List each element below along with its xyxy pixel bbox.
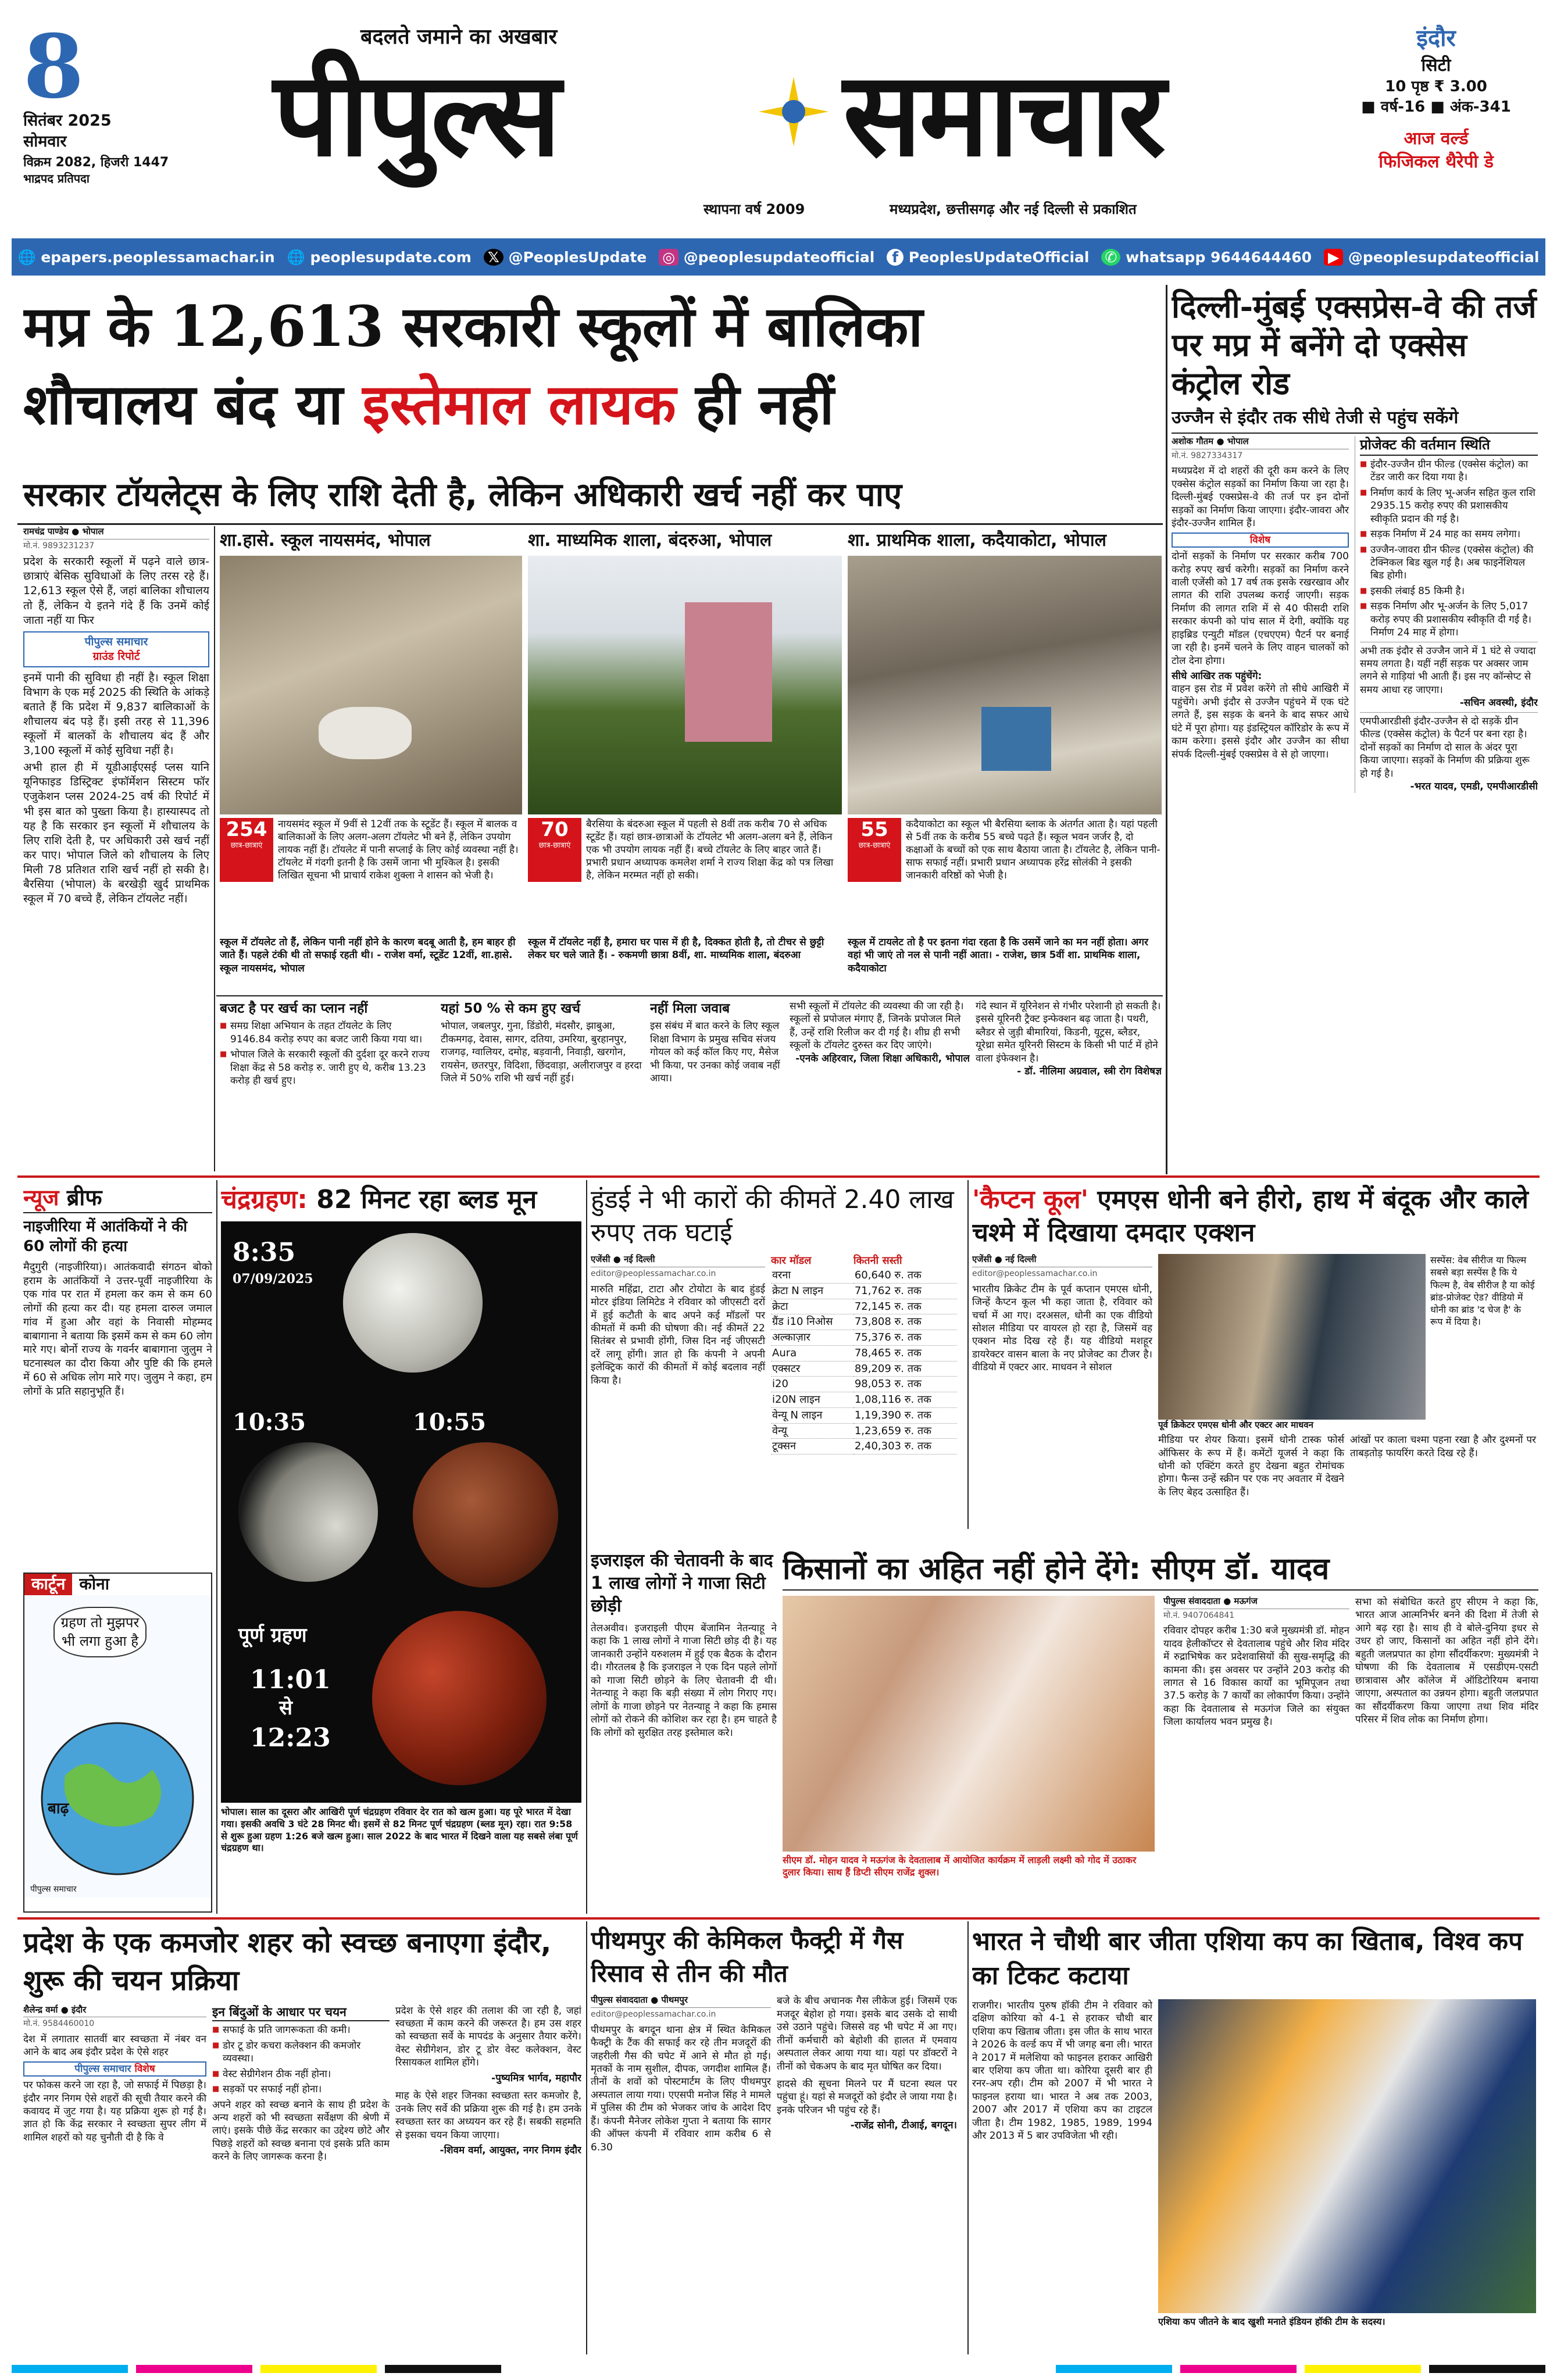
moon-full [343,1233,483,1373]
status-title: प्रोजेक्ट की वर्तमान स्थिति [1360,436,1538,456]
price-cut: 89,209 रु. तक [854,1362,922,1375]
table-row [771,1314,957,1330]
gas-byline: पीपुल्स संवाददाता ● पीथमपुर [591,1995,771,2008]
lead-body-1: प्रदेश के सरकारी स्कूलों में पढ़ने वाले छात्र-छात्राएं बेसिक सुविधाओं के लिए तरस रहे हैं। 12,613 स्कूल ऐसे हैं, जहां बालिका शौचालय तो हैं, लेकिन ये इतने गंदे हैं कि उनमें कोई जाता नहीं या फिर [23,555,209,627]
moon-red [413,1442,558,1588]
yadav-story [783,1549,1538,1913]
budget-title: बजट है पर खर्च का प्लान नहीं [220,1001,368,1016]
gas-quote: हादसे की सूचना मिलने पर मैं घटना स्थल पर पहुंचा हूं। यहां से मजदूरों को इंदौर ले जाया गया है। इनके परिजन भी पहुंच रहे हैं। [777,2078,957,2116]
car-model: क्रेटा N लाइन [772,1284,824,1297]
facebook-icon: f [887,249,904,266]
lead-mobile: मो.नं. 9893231237 [23,541,95,551]
car-model: क्रेटा [772,1300,788,1313]
car-model: एक्सटर [772,1362,801,1375]
table-header: कार मॉडल [771,1255,812,1267]
lead-byline: रामचंद्र पाण्डेय ● भोपाल [23,526,209,539]
indore-headline: प्रदेश के एक कमजोर शहर को स्वच्छ बनाएगा इंदौर, शुरू की चयन प्रक्रिया [23,1927,552,1997]
gas-quote-by: -राजेंद्र सोनी, टीआई, बगदून। [850,2120,957,2132]
table-row [771,1392,957,1408]
student-count-label: छात्र-छात्राएं [230,841,263,850]
expressway-body-1: मध्यप्रदेश में दो शहरों की दूरी कम करने के लिए एक्सेस कंट्रोल सड़कों का निर्माण किया जा रहा है। दिल्ली-मुंबई एक्सप्रेस-वे की तर्ज पर इन दोनों सड़कों का निर्माण किया जाएगा। इंदौर-जावरा और इंदौर-उज्जैन शामिल हैं। [1172,465,1349,530]
date-block [23,23,198,233]
social-item[interactable]: 🌐 epapers.peoplessamachar.in [17,248,275,266]
gas-leak-story [591,1924,963,2354]
full-eclipse-start: 11:01 [250,1665,331,1695]
price-cut: 1,08,116 रु. तक [854,1393,931,1406]
moon-partial [238,1442,378,1582]
student-quote-1: स्कूल में टॉयलेट तो हैं, लेकिन पानी नहीं होने के कारण बदबू आती है, हम बाहर ही जाते हैं। पहले टंकी थी तो सफाई रहती थी। - राजेश वर्मा, स्टूडेंट 12वीं, शा.हासे. स्कूल नायसमंद, भोपाल [220,937,516,974]
table-row [771,1268,957,1283]
officer-quote-text: सभी स्कूलों में टॉयलेट की व्यवस्था की जा रही है। स्कूलों से प्रपोजल मंगाए हैं, जिनके प्रपोजल मिले हैं, उन्हें राशि रिलीज कर दी गई है। शीघ्र ही सभी स्कूलों के टॉयलेट दुरुस्त कर दिए जाएंगे। [790,1000,964,1052]
lead-headline-2: शौचालय बंद या इस्तेमाल लायक ही नहीं [23,371,834,438]
eclipse-caption: भोपाल। साल का दूसरा और आखिरी पूर्ण चंद्रग्रहण रविवार देर रात को खत्म हुआ। यह पूरे भारत में देखा गया। इसकी अवधि 3 घंटे 28 मिनट थी। इसमें से 82 मिनट पूर्ण चंद्रग्रहण (ब्लड मून) रहा। रात 9:58 से शुरू हुआ ग्रहण 1:26 बजे खत्म हुआ। साल 2022 के बाद भारत में दिखने वाला यह सबसे लंबा पूर्ण चंद्रग्रहण था। [221,1806,578,1854]
fifty-box [441,1000,644,1168]
photo-title: शा. प्राथमिक शाला, कदैयाकोटा, भोपाल [848,530,1107,551]
dhoni-photo [1158,1254,1426,1420]
vikram-date: विक्रम 2082, हिजरी 1447 [23,155,169,170]
status-item: ■ निर्माण कार्य के लिए भू-अर्जन सहित कुल राशि 2935.15 करोड़ रुपए की प्रशासकीय स्वीकृति प्रदान की गई है। [1360,487,1538,526]
table-row [771,1423,957,1439]
hockey-body: राजगीर। भारतीय पुरुष हॉकी टीम ने रविवार को दक्षिण कोरिया को 4-1 से हराकर चौथी बार एशिया कप खिताब जीता। इस जीत के साथ भारत ने 2026 के वर्ल्ड कप में भी जगह बना ली। भारत ने 2017 में मलेशिया को फाइनल हराकर आखिरी बार एशिया कप जीता था। कोरिया दूसरी बार ही रनर-अप रही। टीम को 2007 में भी भारत ने फाइनल हराया था। भारत ने अब तक 2003, 2007 और 2017 में एशिया कप का टाइटल जीता है। टीम 1982, 1985, 1989, 1994 और 2013 में 5 बार उपविजेता भी रही। [972,1999,1152,2142]
car-model: i20N लाइन [772,1393,820,1406]
expressway-headline: दिल्ली-मुंबई एक्सप्रेस-वे की तर्ज पर मप्र में बनेंगे दो एक्सेस कंट्रोल रोड [1172,288,1537,402]
school-photo-3 [848,529,1162,959]
status-item: ■ इंदौर-उज्जैन ग्रीन फील्ड (एक्सेस कंट्रोल) का टेंडर जारी कर दिया गया है। [1360,458,1538,484]
gas-body-2: बजे के बीच अचानक गैस लीकेज हुई। जिसमें एक मजदूर बेहोश हो गया। इसके बाद उसके दो साथी उसे उठाने पहुंचे। जिससे वह भी चपेट में आ गए। तीनों कर्मचारी को बेहोशी की हालत में एमवाय अस्पताल लेकर आया गया था। यहां पर डॉक्टरों ने तीनों को चेकअप के बाद मृत घोषित कर दिया। [777,1995,957,2072]
eclipse-photo-panel [221,1221,581,1803]
car-model: Aura [772,1346,797,1359]
cartoon-title-b: कोना [79,1574,109,1593]
photo-title: शा.हासे. स्कूल नायसमंद, भोपाल [220,530,431,551]
cartoon-label: बाढ़ [48,1799,69,1817]
budget-box [220,1000,435,1168]
points-title: इन बिंदुओं के आधार पर चयन [212,2004,390,2022]
indore-story [23,1924,581,2354]
logo-left: पीपुल्स [273,46,559,183]
gas-body-1: पीथमपुर के बगदून थाना क्षेत्र में स्थित केमिकल फैक्ट्री के टैंक की सफाई कर रहे तीन मजदूरों की जहरीली गैस की चपेट में आने से मौत हो गई। मृतकों के नाम सुशील, दीपक, जगदीश शामिल हैं। तीनों के शवों को पोस्टमार्टम के लिए पीथमपुर अस्पताल लाया गया। एएसपी मनोज सिंह ने मामले में पुलिस की टीम को भेजकर जांच के आदेश दिए हैं। कंपनी मैनेजर लोकेश गुप्ता ने बताया कि सागर की ऑफ्ल कंपनी में रविवार शाम करीब 6 से 6.30 [591,2024,771,2153]
gas-headline: पीथमपुर की केमिकल फैक्ट्री में गैस रिसाव से तीन की मौत [591,1926,904,1988]
student-count: 55 [860,817,888,841]
brief-title: न्यूज ब्रीफ [23,1183,212,1213]
paper-logo [273,48,1279,199]
car-model: i20 [772,1378,788,1391]
indore-quote-1-by: -पुष्यमित्र भार्गव, महापौर [491,2072,581,2084]
brand-box: पीपुल्स समाचार विशेष [23,2061,206,2077]
youtube-icon: ▶ [1324,249,1343,266]
hockey-headline: भारत ने चौथी बार जीता एशिया कप का खिताब, विश्व कप का टिकट कटाया [972,1927,1523,1991]
eclipse-story [221,1183,581,1913]
tagline: बदलते जमाने का अखबार [360,25,558,49]
dhoni-story [972,1183,1539,1532]
school-photo-2 [528,529,842,959]
israel-story [591,1549,777,1913]
ceiling-photo [848,556,1162,814]
yadav-photo [783,1596,1155,1852]
fifty-text: भोपाल, जबलपुर, गुना, डिंडोरी, मंदसौर, झाबुआ, टीकमगढ़, देवास, सागर, दतिया, उमरिया, बुरहानपुर, राजगढ़, ग्वालियर, दमोह, बड़वानी, निवाड़ी, खरगोन, रायसेन, छतरपुर, विदिशा, छिंदवाड़ा, अलीराजपुर व हरदा जिले में 50% राशि भी खर्च नहीं हुई। [441,1020,642,1085]
point-item: ■ सड़कों पर सफाई नहीं होना। [212,2083,390,2096]
expressway-body-2: दोनों सड़कों के निर्माण पर सरकार करीब 700 करोड़ रुपए खर्च करेगी। सड़कों का निर्माण करने वाली एजेंसी को 17 वर्ष तक इसके रखरखाव और लागत की राशि उपलब्ध कराई जाएगी। सड़क निर्माण की लागत राशि में से 40 फीसदी राशि सरकार कंपनी को पांच साल में देगी, क्योंकि यह हाइब्रिड एन्युटी मॉडल (एचएएम) पैटर्न पर बनाई जा रही है। इनमें चलने के लिए वाहन चालकों को टोल देना होगा। [1172,551,1349,667]
israel-headline: इजराइल की चेतावनी के बाद 1 लाख लोगों ने गाजा सिटी छोड़ी [591,1550,773,1616]
weekday: सोमवार [23,132,67,151]
price-cut: 71,762 रु. तक [854,1284,922,1297]
dhoni-body-3: आंखों पर काला चश्मा पहना रखा है और दुश्मनों पर ताबड़तोड़ फायरिंग करते दिख रहे हैं। [1350,1434,1536,1459]
yadav-text [1163,1596,1538,1731]
budget-item: ■ समग्र शिक्षा अभियान के तहत टॉयलेट के लिए 9146.84 करोड़ रुपए का बजट जारी किया गया था। [220,1020,435,1046]
hyundai-email: editor@peoplessamachar.co.in [591,1269,716,1279]
hyundai-byline: एजेंसी ● नई दिल्ली [591,1254,765,1267]
table-row [771,1377,957,1392]
price-cut: 73,808 रु. तक [854,1316,922,1328]
table-row [771,1361,957,1377]
point-item: ■ सफाई के प्रति जागरूकता की कमी। [212,2024,390,2036]
dhoni-headline: 'कैप्टन कूल' एमएस धोनी बने हीरो, हाथ में बंदूक और काले चश्मे में दिखाया दमदार एक्शन [972,1185,1529,1248]
price-cut: 1,23,659 रु. तक [854,1424,931,1437]
photo-caption: बैरसिया के बंदरुआ स्कूल में पहली से 8वीं तक करीब 70 से अधिक स्टूडेंट हैं। यहां छात्र-छात्राओं के टॉयलेट भी अलग-अलग बने हैं, लेकिन एक भी उपयोग लायक नहीं हैं। बच्चे टॉयलेट के लिए बाहर जाते हैं। प्रभारी प्रधान अध्यापक कमलेश शर्मा ने राज्य शिक्षा केंद्र को पत्र लिखा है, लेकिन मरम्मत नहीं हो सकी। [586,818,834,881]
table-header: कितनी सस्ती [853,1255,902,1267]
moon-blood [372,1611,547,1785]
toilet-photo [220,556,522,814]
car-model: ग्रैंड i10 निओस [772,1316,833,1328]
full-eclipse-label: पूर्ण ग्रहण [238,1624,307,1648]
indore-body-1: देश में लगातार सातवीं बार स्वच्छता में नंबर वन आने के बाद अब इंदौर प्रदेश के ऐसे शहर [23,2033,206,2059]
cartoon-title-a: कार्टून [24,1574,72,1595]
officer-quote [790,1000,970,1168]
lead-headline [23,288,1163,456]
car-model: टूक्सन [772,1440,796,1453]
date-day: 8 [23,23,84,118]
founded: स्थापना वर्ष 2009 [703,201,805,217]
fifty-title: यहां 50 % से कम हुए खर्च [441,1001,580,1016]
cartoon-credit: पीपुल्स समाचार [30,1885,77,1895]
price-cut: 72,145 रु. तक [854,1300,922,1313]
hyundai-story [591,1183,963,1509]
table-row [771,1330,957,1346]
social-item[interactable]: ◎ @peoplesupdateofficial [659,248,874,267]
photo-caption: कदैयाकोटा का स्कूल भी बैरसिया ब्लाक के अंतर्गत आता है। यहां पहली से 5वीं तक के करीब 55 बच्चे पढ़ते हैं। स्कूल भवन जर्जर है, दो कक्षाओं के बच्चों को एक साथ बैठाया जाता है। टॉयलेट है, लेकिन पानी-साफ सफाई नहीं। प्रभारी प्रधान अध्यापक हरेंद्र सोलंकी ने इसकी जानकारी वरिष्ठों को भेजी है। [906,818,1160,881]
gas-email: editor@peoplessamachar.co.in [591,2010,716,2020]
doctor-quote-text: गंदे स्थान में यूरिनेशन से गंभीर परेशानी हो सकती है। इससे यूरिनरी ट्रैक्ट इन्फेक्शन बढ़ जाता है। पथरी, ब्लैडर से जुड़ी बीमारियां, किडनी, यूट्रस, ब्लैडर, यूरेथ्रा समेत यूरिनरी सिस्टम के किसी भी पार्ट में होने वाला इंफेक्शन है। [976,1000,1161,1064]
car-model: अल्काज़ार [772,1331,810,1344]
indore-body-2: पर फोकस करने जा रहा है, जो सफाई में पिछड़ा है। इंदौर नगर निगम ऐसे शहरों की सूची तैयार करने की कवायद में जुट गया है। यह प्रक्रिया शुरू हो गई है। ज्ञात हो कि केंद्र सरकार ने स्वच्छता सुपर लीग में शामिल शहरों को यह चुनौती दी है कि वे [23,2079,206,2143]
lead-body-3: अभी हाल ही में यूडीआईएसई प्लस यानि यूनिफाइड डिस्ट्रिक्ट इंफॉर्मेशन सिस्टम फॉर एजुकेशन प्लस 2024-25 वर्ष की रिपोर्ट में भी इस बात को पुख्ता किया है। हास्यास्पद तो यह है कि सरकार इन स्कूलों में शौचालय के लिए राशि देती है, पर अधिकारी उसे खर्च नहीं कर पाए। भोपाल जिले को शौचालय के लिए मिली 78 प्रतिशत राशि खर्च नहीं हो सकी है। बैरसिया (भोपाल) के बरखेड़ी खुर्द प्राथमिक स्कूल में 70 बच्चे हैं, लेकिन टॉयलेट नहीं। [23,761,209,905]
lead-subheadline: सरकार टॉयलेट्स के लिए राशि देती है, लेकिन अधिकारी खर्च नहीं कर पाए [23,476,902,514]
brand-box [23,631,209,667]
school-photo-1 [220,529,522,959]
price-table [771,1254,957,1455]
eclipse-time-1: 8:35 [233,1238,296,1268]
brief-body: मैदुगुरी (नाइजीरिया)। आतंकवादी संगठन बोको हराम के आतंकियों ने उत्तर-पूर्वी नाइजीरिया के एक गांव पर रात में हमला कर कम से कम 60 लोगों की हत्या कर दी। यह हमला दारुल जमाल गांव में हुआ और वहां के निवासी मोहम्मद बाबागाना ने बताया कि इसमें कम से कम 60 लोग मारे गए। बोर्नो राज्य के गवर्नर बाबागाना जुलुम ने घटनास्थल का दौरा किया और पुष्टि की कि हमले में 60 से अधिक लोग मारे गए। जुलुम ने कहा, हम लोगों के प्रति सहानुभूति हैं। [23,1260,212,1398]
brief-headline: नाइजीरिया में आतंकियों ने की 60 लोगों की हत्या [23,1218,187,1256]
status-item: ■ सड़क निर्माण और भू-अर्जन के लिए 5,017 करोड़ रुपए की प्रशासकीय स्वीकृति दी गई है। निर्माण 24 माह में होगा। [1360,600,1538,639]
yadav-headline: किसानों का अहित नहीं होने देंगे: सीएम डॉ. यादव [783,1549,1538,1591]
student-count-label: छात्र-छात्राएं [538,841,571,850]
date-line: सितंबर 2025 [23,112,112,130]
published-in: मध्यप्रदेश, छत्तीसगढ़ और नई दिल्ली से प्रकाशित [890,201,1137,217]
edition-block [1337,23,1535,233]
expressway-body-3: वाहन इस रोड में प्रवेश करेंगे तो सीधे आखिरी में पहुंचेंगे। अभी इंदौर से उज्जैन पहुंचने में एक घंटे लगते हैं, इस सड़क के बनने के बाद सफर आधे घंटे में पूरा होगा। यह इंडस्ट्रियल कॉरिडोर के रूप में काम करेगा। इससे इंदौर और उज्जैन का सीधा संपर्क दिल्ली-मुंबई एक्सप्रेस वे से हो जाएगा। [1172,683,1349,760]
hyundai-headline: हुंडई ने भी कारों की कीमतें 2.40 लाख रुपए तक घटाई [591,1185,954,1248]
price-cut: 60,640 रु. तक [854,1269,922,1282]
indore-mobile: मो.नं. 9584460010 [23,2019,95,2029]
expressway-quote-2: एमपीआरडीसी इंदौर-उज्जैन से दो सड़कें ग्रीन फील्ड (एक्सेस कंट्रोल) के पैटर्न पर बना रहा है। दोनों सड़कों का निर्माण दो साल के अंदर पूरा किया जाएगा। सड़कों के निर्माण की प्रक्रिया शुरू हो गई है। -भरत यादव, एमडी, एमपीआरडीसी [1360,712,1538,794]
price-cut: 1,19,390 रु. तक [854,1409,931,1421]
noreply-text: इस संबंध में बात करने के लिए स्कूल शिक्षा विभाग के प्रमुख सचिव संजय गोयल को कई कॉल किए गए, मैसेज भी किया, पर उनका कोई जवाब नहीं आया। [650,1020,780,1085]
noreply-box [650,1000,784,1168]
globe-icon: 🌐 [17,248,36,266]
cartoon-corner [23,1573,212,1913]
brand-tag: ग्राउंड रिपोर्ट [92,649,140,663]
table-row [771,1299,957,1314]
dhoni-body-2: मीडिया पर शेयर किया। इसमें धोनी टास्क फोर्स ऑफिसर के रूप में हैं। कमेंटों यूजर्स ने कहा कि धोनी को एक्टिंग करते हुए देखना बहुत रोमांचक होगा। फैन्स उन्हें स्क्रीन पर एक नए अवतार में देखने के लिए बेहद उत्साहित हैं। [1158,1434,1344,1498]
social-item[interactable]: 𝕏 @PeoplesUpdate [484,248,647,267]
full-eclipse-end: 12:23 [250,1723,331,1753]
yadav-body-1: रविवार दोपहर करीब 1:30 बजे मुख्यमंत्री डॉ. मोहन यादव हेलीकॉप्टर से देवतालाब पहुंचे और शिव मंदिर में रुद्राभिषेक कर प्रदेशवासियों की सुख-समृद्धि की कामना की। इस अवसर पर उन्होंने 203 करोड़ की लागत से 16 विकास कार्यों का भूमिपूजन तथा 37.5 करोड़ के 7 कार्यों का लोकार्पण किया। उन्होंने कहा कि देवतालाब से मऊगंज जिले का संयुक्त जिला कार्यालय भवन प्रमुख है। [1163,1625,1349,1728]
indore-byline: शैलेन्द्र वर्मा ● इंदौर [23,2004,206,2018]
point-item: ■ डोर टू डोर कचरा कलेक्शन की कमजोर व्यवस्था। [212,2039,390,2065]
expressway-sub2: सीधे आखिर तक पहुंचेंगे: [1172,670,1262,682]
today-text: फिजिकल थैरेपी डे [1379,151,1494,172]
lead-body-2: इनमें पानी की सुविधा ही नहीं है। स्कूल शिक्षा विभाग के एक मई 2025 की स्थिति के आंकड़े बताते हैं कि प्रदेश में 9,837 बालिकाओं के शौचालय बंद पड़े हैं। इसी तरह से 11,396 स्कूलों में बालकों के शौचालय बंद हैं और 3,100 स्कूलों में कोई सुविधा नहीं है। [23,671,209,757]
price-cut: 78,465 रु. तक [854,1346,922,1359]
price-cut: 98,053 रु. तक [854,1378,922,1391]
hockey-story [972,1924,1539,2354]
today-label: आज वर्ल्ड [1404,128,1469,149]
expressway-tag: विशेष [1172,533,1349,548]
officer-quote-by: -एनके अहिरवार, जिला शिक्षा अधिकारी, भोपाल [795,1052,970,1064]
toilet-photo [528,556,842,814]
registration-strip [12,2365,1545,2373]
tithi: भाद्रपद प्रतिपदा [23,171,90,186]
cartoon-drawing [24,1595,211,1897]
car-model: वेन्यू [772,1424,787,1437]
status-item: ■ सड़क निर्माण में 24 माह का समय लगेगा। [1360,528,1538,541]
student-count-label: छात्र-छात्राएं [858,841,891,850]
noreply-title: नहीं मिला जवाब [650,1001,730,1016]
whatsapp-icon: ✆ [1101,249,1120,266]
yadav-mobile: मो.नं. 9407064841 [1163,1610,1235,1620]
eclipse-time-2: 10:35 [233,1409,306,1436]
student-count: 70 [541,817,569,841]
indore-body-3: अपने शहर को स्वच्छ बनाने के साथ ही प्रदेश के अन्य शहरों को भी स्वच्छता सर्वेक्षण की श्रेणी में लाएं। इसके पीछे केंद्र सरकार का उद्देश्य छोटे और पिछड़े शहरों को स्वच्छ बनाना एवं इसके प्रति काम करने के लिए जागरूक करना है। [212,2099,390,2163]
price-cut: 2,40,303 रु. तक [854,1440,931,1453]
city: इंदौर [1416,25,1456,52]
indore-quote-2-by: -शिवम वर्मा, आयुक्त, नगर निगम इंदौर [440,2144,581,2156]
yadav-photo-caption: सीएम डॉ. मोहन यादव ने मऊगंज के देवतालाब में आयोजित कार्यक्रम में लाड़ली लक्ष्मी को गोद में उठाकर दुलार किया। साथ हैं डिप्टी सीएम राजेंद्र शुक्ल। [783,1854,1137,1878]
indore-quote-1: प्रदेश के ऐसे शहर की तलाश की जा रही है, जहां स्वच्छता में काम करने की जरूरत है। हम उस शहर को स्वच्छता सर्वे के मापदंड के अनुसार तैयार करेंगे। वेस्ट सेग्रीगेशन, डोर टू डोर वेस्ट कलेक्शन, वेस्ट रिसायकल शामिल होंगे। [395,2004,581,2069]
cartoon-speech: ग्रहण तो मुझपर भी लगा हुआ है [53,1607,147,1657]
student-quote-2: स्कूल में टॉयलेट नहीं है, हमारा घर पास में ही है, दिक्कत होती है, तो टीचर से छुट्टी लेकर घर चले जाते हैं। - रुकमणी छात्रा 8वीं, शा. माध्यमिक शाला, बंदरुआ [528,937,824,962]
eclipse-date: 07/09/2025 [233,1271,313,1287]
doctor-quote [976,1000,1162,1168]
lead-headline-1: मप्र के 12,613 सरकारी स्कूलों में बालिका [23,294,923,359]
table-row [771,1345,957,1361]
point-item: ■ वेस्ट सेग्रीगेशन ठीक नहीं होना। [212,2068,390,2081]
edition: सिटी [1421,55,1451,76]
brand-name: पीपुल्स समाचार [84,635,148,648]
social-item[interactable]: f PeoplesUpdateOfficial [887,248,1089,267]
instagram-icon: ◎ [659,249,678,266]
table-row [771,1407,957,1423]
news-brief [23,1183,212,1567]
expressway-byline: अशोक गौतम ● भोपाल [1172,436,1349,449]
globe-icon: 🌐 [287,248,305,266]
dhoni-byline: एजेंसी ● नई दिल्ली [972,1254,1152,1267]
social-item[interactable]: ▶ @peoplesupdateofficial [1324,248,1540,267]
hockey-photo [1158,1999,1536,2313]
dhoni-side: सस्पेंस: वेब सीरीज या फिल्म सबसे बड़ा सस्पेंस है कि ये फिल्म है, वेब सीरीज है या कोई ब्रांड-प्रोजेक्ट ऐड? वीडियो में धोनी का ब्रांड 'द चेज है' के रूप में दिया है। [1430,1255,1535,1327]
dhoni-body-1: भारतीय क्रिकेट टीम के पूर्व कप्तान एमएस धोनी, जिन्हें कैप्टन कूल भी कहा जाता है, रविवार को चर्चा में आ गए। दरअसल, धोनी का एक वीडियो सोशल मीडिया पर वायरल हो रहा है, जिसमें वह एक्शन मोड दिख रहे हैं। यह वीडियो मशहूर डायरेक्टर वासन बाला के नए प्रोजेक्ट का टीजर है। वीडियो में एक्टर आर. माधवन ने सोशल [972,1283,1152,1374]
hockey-photo-caption: एशिया कप जीतने के बाद खुशी मनाते इंडियन हॉकी टीम के सदस्य। [1158,2315,1385,2327]
student-quote-3: स्कूल में टायलेट तो है पर इतना गंदा रहता है कि उसमें जाने का मन नहीं होता। अगर वहां भी जाएं तो नल से पानी नहीं आता। - राजेश, छात्र 5वीं शा. प्राथमिक शाला, कदैयाकोटा [848,937,1148,974]
lead-text-column [23,526,209,1171]
social-item[interactable]: 🌐 peoplesupdate.com [287,248,472,266]
logo-right: समाचार [843,46,1164,183]
expressway-mobile: मो.नं. 9827334317 [1172,451,1243,461]
year-issue: ■ वर्ष-16 ■ अंक-341 [1361,98,1511,116]
doctor-quote-by: - डॉ. नीलिमा अग्रवाल, स्त्री रोग विशेषज्ञ [1017,1066,1162,1078]
expressway-story [1172,288,1538,1171]
student-count: 254 [226,817,267,841]
expressway-quote-1: अभी तक इंदौर से उज्जैन जाने में 1 घंटे से ज्यादा समय लगता है। यहीं नहीं सड़क पर अक्सर जाम लगने से गाड़ियां भी आती हैं। इस नए कॉन्सेप्ट से समय आधा रह जाएगा। -सचिन अवस्थी, इंदौर [1360,642,1538,710]
car-model: वेन्यू N लाइन [772,1409,823,1421]
photo-caption: नायसमंद स्कूल में 9वीं से 12वीं तक के स्टूडेंट हैं। स्कूल में बालक व बालिकाओं के लिए अलग-अलग टॉयलेट भी बने हैं, लेकिन उपयोग लायक नहीं हैं। टॉयलेट में पानी सप्लाई के लिए कोई व्यवस्था नहीं है। टॉयलेट में गंदगी इतनी है कि उसमें जाना भी मुश्किल है। इसकी लिखित सूचना भी प्राचार्य राकेश शुक्ला ने शासन को भेजी है। [278,818,519,881]
table-row [771,1283,957,1299]
x-icon: 𝕏 [484,249,503,266]
photo-title: शा. माध्यमिक शाला, बंदरुआ, भोपाल [528,530,772,551]
dhoni-email: editor@peoplessamachar.co.in [972,1269,1098,1279]
budget-item: ■ भोपाल जिले के सरकारी स्कूलों की दुर्दशा दूर करने राज्य शिक्षा केंद्र से 58 करोड़ रु. जारी हुए थे, करीब 13.23 करोड़ ही खर्च हुए। [220,1048,435,1087]
eclipse-title: चंद्रग्रहण: 82 मिनट रहा ब्लड मून [221,1185,537,1214]
yadav-byline: पीपुल्स संवाददाता ● मऊगंज [1163,1596,1349,1609]
price-cut: 75,376 रु. तक [854,1331,922,1344]
car-model: वरना [772,1269,791,1282]
indore-quote-2: माह के ऐसे शहर जिनका स्वच्छता स्तर कमजोर है, उनके लिए सर्वे की प्रक्रिया शुरू की गई है। हम उनके स्वच्छता स्तर का अध्ययन कर रहे हैं। सबकी सहमति से इसका चयन किया जाएगा। [395,2090,581,2141]
status-item: ■ उज्जैन-जावरा ग्रीन फील्ड (एक्सेस कंट्रोल) की टेक्निकल बिड खुल गई है। अब फाइनेंशियल बिड होगी। [1360,544,1538,583]
social-item[interactable]: ✆ whatsapp 9644644460 [1101,248,1312,267]
full-eclipse-se: से [279,1696,292,1720]
eclipse-time-3: 10:55 [413,1409,487,1436]
status-item: ■ इसकी लंबाई 85 किमी है। [1360,585,1538,598]
dhoni-photo-caption: पूर्व क्रिकेटर एमएस धोनी और एक्टर आर माधवन [1158,1420,1313,1431]
logo-emblem-icon [750,71,837,164]
expressway-sub: उज्जैन से इंदौर तक सीधे तेजी से पहुंच सकेंगे [1172,407,1459,428]
yadav-body-2: सभा को संबोधित करते हुए सीएम ने कहा कि, भारत आज आत्मनिर्भर बनने की दिशा में तेजी से आगे बढ़ रहा है। साथ ही वे बोले-दुनिया इधर से उधर हो जाए, किसानों का अहित नहीं होने देंगे। बहुती जलप्रपात का होगा सौंदर्यीकरण: मुख्यमंत्री ने घोषणा की कि देवतालाब में एसडीएम-एसटी छात्रावास और कॉलेज में ऑडिटोरियम बनाया जाएगा, अस्पताल का उन्नयन होगा। बहुती जलप्रपात का सौंदर्यीकरण किया जाएगा तथा शिव मंदिर परिसर में शिव लोक का निर्माण होगा। [1355,1596,1538,1725]
israel-body: तेलअवीव। इजराइली पीएम बेंजामिन नेतन्याहू ने कहा कि 1 लाख लोगों ने गाजा सिटी छोड़ दी है। यह जानकारी उन्होंने यरुशलम में हुई एक बैठक के दौरान दी। गौरतलब है कि इजराइल ने एक दिन पहले लोगों को गाजा सिटी छोड़ने के लिए चेतावनी दी थी। नेतन्याहू ने कहा कि बड़ी संख्या में लोग गिराए गए। लोगों के गाजा छोड़ने पर नेतन्याहू ने कहा कि हमास लोगों को रोकने की कोशिश कर रहा है। हम चाहते है कि लोगों को सुरक्षित तरह इस्तेमाल करे। [591,1623,777,1739]
hyundai-body: मारुति महिंद्रा, टाटा और टोयोटा के बाद हुंडई मोटर इंडिया लिमिटेड ने रविवार को जीएसटी दरों में हुई कटौती के बाद अपने कई मॉडलों पर कीमतों में कमी की घोषणा की। नई कीमतें 22 सितंबर से प्रभावी होंगी, जिस दिन नई जीएसटी दरें लागू होंगी। ज्ञात हो कि कंपनी ने अपनी इलेक्ट्रिक कारों की कीमतों में कोई बदलाव नहीं किया है। [591,1283,765,1386]
pages-price: 10 पृष्ठ ₹ 3.00 [1385,78,1487,96]
table-row [771,1439,957,1455]
social-bar [12,238,1545,276]
